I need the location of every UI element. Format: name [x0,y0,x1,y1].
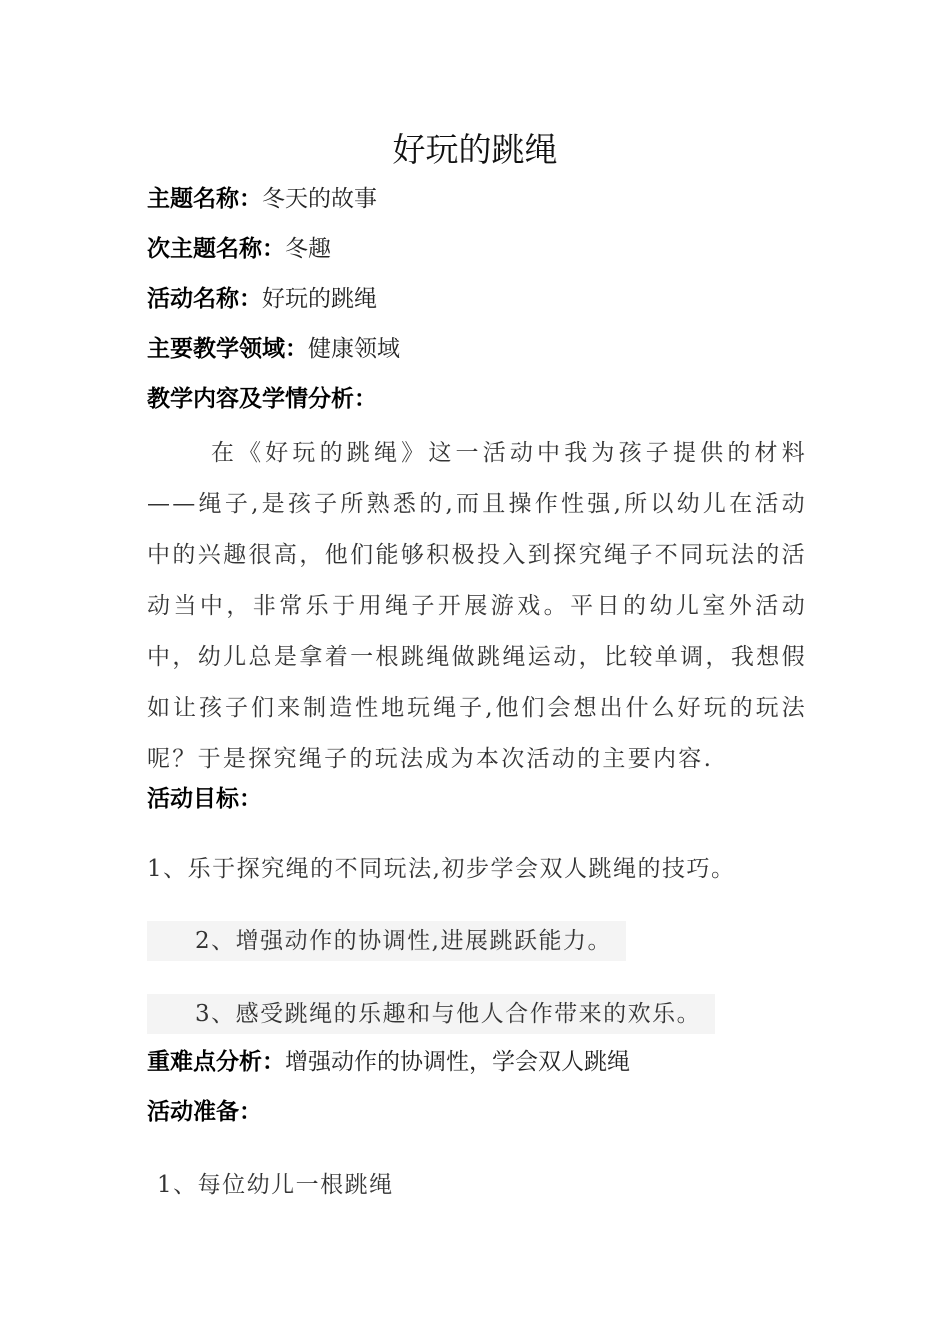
teaching-domain-value: 健康领域 [308,336,400,362]
goal-item-1: 1、乐于探究绳的不同玩法,初步学会双人跳绳的技巧。 [147,856,736,882]
preparation-heading-label: 活动准备： [147,1098,262,1125]
goal-item-3: 3、感受跳绳的乐趣和与他人合作带来的欢乐。 [147,994,715,1034]
goal-item-2: 2、增强动作的协调性,进展跳跃能力。 [147,921,626,961]
key-points-value: 增强动作的协调性，学会双人跳绳 [285,1049,630,1075]
theme-name-field [147,184,377,214]
goals-heading [147,784,262,814]
key-points-label: 重难点分析： [147,1048,285,1075]
content-analysis-heading [147,384,377,414]
sub-theme-name-label: 次主题名称： [147,235,285,262]
activity-name-field [147,284,377,314]
sub-theme-name-value: 冬趣 [285,236,331,262]
activity-name-label: 活动名称： [147,285,262,312]
teaching-domain-label: 主要教学领域： [147,335,308,362]
preparation-item-1: 1、每位幼儿一根跳绳 [157,1172,394,1198]
key-points-field [147,1047,630,1077]
analysis-paragraph [147,428,807,785]
theme-name-value: 冬天的故事 [262,186,377,212]
content-analysis-label: 教学内容及学情分析： [147,385,377,412]
theme-name-label: 主题名称： [147,185,262,212]
document-title: 好玩的跳绳 [392,130,558,169]
goals-heading-label: 活动目标： [147,785,262,812]
sub-theme-name-field [147,234,331,264]
activity-name-value: 好玩的跳绳 [262,286,377,312]
teaching-domain-field [147,334,400,364]
analysis-paragraph-text: 在《好玩的跳绳》这一活动中我为孩子提供的材料——绳子,是孩子所熟悉的,而且操作性强,所以幼儿在活动中的兴趣很高，他们能够积极投入到探究绳子不同玩法的活动当中，非常乐于用绳子开展游戏。平日的幼儿室外活动中，幼儿总是拿着一根跳绳做跳绳运动，比较单调，我想假如让孩子们来制造性地玩绳子,他们会想出什么好玩的玩法呢？于是探究绳子的玩法成为本次活动的主要内容. [147,440,807,772]
preparation-heading [147,1097,262,1127]
